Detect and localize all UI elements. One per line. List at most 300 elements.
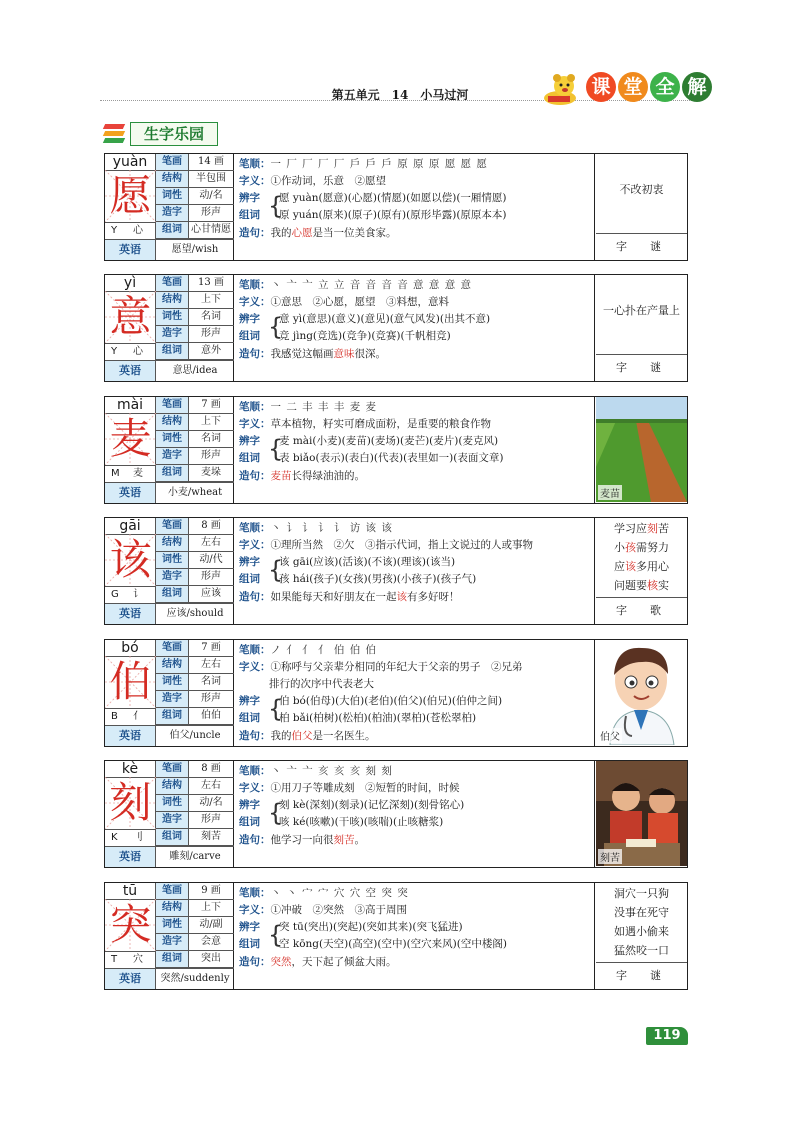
example-sentence [239, 225, 397, 242]
formation-row [156, 326, 234, 343]
part-of-speech-row [156, 795, 234, 812]
illustration [596, 640, 687, 745]
english-value: 伯父/uncle [169, 730, 221, 741]
char-grid [105, 413, 156, 465]
brace-icon: { [268, 921, 284, 949]
riddle-part: 实 [658, 579, 669, 592]
formation-label: 造字 [156, 569, 189, 585]
riddle-line [596, 576, 687, 595]
stripes-icon [104, 124, 130, 144]
example-word-label: 组词 [156, 829, 189, 845]
stroke-count-row [156, 518, 234, 535]
riddle-line: 洞穴一只狗 [614, 887, 669, 900]
stroke-order-value: 丶 丶 宀 宀 穴 穴 空 突 突 [270, 887, 409, 899]
formation-value: 形声 [201, 450, 221, 461]
group-label [239, 207, 260, 224]
sentence-post: 很深。 [354, 348, 386, 360]
page-number: 119 [646, 1027, 688, 1045]
riddle-line [596, 557, 687, 576]
hanzi: 愿 [109, 171, 152, 220]
char-attributes [156, 397, 234, 482]
riddle-part: 刻 [647, 522, 658, 535]
structure-label: 结构 [156, 414, 189, 430]
radical: 刂 [133, 832, 143, 843]
char-grid [105, 291, 156, 343]
stroke-order [239, 520, 393, 537]
stroke-count-label: 笔画 [156, 883, 189, 899]
example-sentence [239, 468, 365, 485]
radical-row [105, 951, 156, 968]
riddle-line: 如遇小偷来 [614, 925, 669, 938]
part-of-speech-value: 动/代 [199, 554, 223, 565]
stroke-count-row [156, 275, 234, 292]
example-word-value: 刻苦 [201, 831, 221, 842]
group-label-text: 组词 [239, 712, 260, 724]
radical-row [105, 465, 156, 482]
char-details [235, 518, 595, 624]
bear-icon [540, 72, 584, 106]
character-card [104, 153, 688, 261]
sentence-pre: 如果能每天和好朋友在一起 [270, 591, 397, 603]
sentence-post: 是一名医生。 [312, 730, 376, 742]
formation-row [156, 448, 234, 465]
riddle-line [596, 519, 687, 538]
part-of-speech-row [156, 552, 234, 569]
meaning-label: 字义： [239, 296, 271, 308]
char-info [105, 761, 234, 867]
structure-row [156, 900, 234, 917]
meaning-value: ①冲破 ②突然 ③高于周围 [270, 904, 407, 916]
group-label-text: 组词 [239, 209, 260, 221]
riddle [596, 301, 687, 320]
group-label [239, 710, 260, 727]
sentence-pre: 他学习一向很 [270, 834, 334, 846]
radical: 麦 [133, 468, 143, 479]
pinyin: yì [105, 275, 156, 292]
character-card [104, 396, 688, 504]
stroke-count-label: 笔画 [156, 761, 189, 777]
stroke-order [239, 277, 472, 294]
hanzi: 突 [109, 900, 152, 949]
structure-row [156, 171, 234, 188]
riddle-part: 应 [614, 560, 625, 573]
stroke-count-value: 9 画 [201, 885, 221, 896]
sentence-label: 造句： [239, 470, 271, 482]
english-value: 意思/idea [172, 365, 218, 376]
structure-label: 结构 [156, 292, 189, 308]
sentence-post: 长得绿油油的。 [291, 470, 365, 482]
sentence-label: 造句： [239, 730, 271, 742]
compare-word-2: 空 kōng(天空)(高空)(空中)(空穴来风)(空中楼阁) [279, 938, 507, 950]
extra-panel [596, 154, 687, 260]
structure-label: 结构 [156, 171, 189, 187]
radical: 亻 [133, 711, 143, 722]
meaning [239, 537, 533, 554]
char-attributes [156, 518, 234, 603]
english-label: 英语 [105, 483, 156, 503]
part-of-speech-label: 词性 [156, 674, 189, 690]
example-sentence [239, 832, 365, 849]
pinyin: kè [105, 761, 156, 778]
radical-row [105, 343, 156, 360]
english-label: 英语 [105, 969, 156, 989]
riddle-part: 该 [625, 560, 636, 573]
illustration [596, 761, 687, 866]
formation-row [156, 205, 234, 222]
example-sentence [239, 954, 397, 971]
stroke-count-value: 7 画 [201, 399, 221, 410]
hanzi: 刻 [109, 778, 152, 827]
structure-label: 结构 [156, 657, 189, 673]
structure-row [156, 292, 234, 309]
structure-row [156, 778, 234, 795]
char-details [235, 761, 595, 867]
structure-row [156, 414, 234, 431]
riddle-part: 多用心 [636, 560, 669, 573]
compare-word-2: 孩 hái(孩子)(女孩)(男孩)(小孩子)(孩子气) [279, 573, 477, 585]
english-value: 突然/suddenly [160, 973, 230, 984]
riddle-line: 猛然咬一口 [614, 944, 669, 957]
stroke-order-value: 一 厂 厂 厂 厂 戶 戶 戶 原 原 原 愿 愿 愿 [270, 158, 488, 170]
riddle-line: 不改初衷 [619, 183, 664, 196]
structure-value: 左右 [201, 537, 221, 548]
sentence-highlight: 麦苗 [270, 470, 292, 482]
radical-letter: Y [111, 346, 118, 357]
compare-label-text: 辨字 [239, 695, 260, 707]
group-label [239, 936, 260, 953]
stroke-count-row [156, 640, 234, 657]
compare-word-2: 柏 bǎi(柏树)(松柏)(柏油)(翠柏)(苍松翠柏) [279, 712, 477, 724]
part-of-speech-value: 名词 [201, 311, 221, 322]
formation-value: 形声 [201, 693, 221, 704]
radical-letter: M [111, 468, 120, 479]
character-card [104, 760, 688, 868]
brand-char-2: 堂 [618, 72, 648, 102]
stroke-order-label: 笔顺： [239, 158, 271, 170]
stroke-count-label: 笔画 [156, 518, 189, 534]
formation-row [156, 569, 234, 586]
part-of-speech-value: 名词 [201, 676, 221, 687]
char-info [105, 640, 234, 746]
character-card [104, 882, 688, 990]
compare-word-2: 表 biǎo(表示)(表白)(代表)(表里如一)(表面文章) [279, 452, 504, 464]
example-word-value: 心甘情愿 [191, 224, 231, 235]
meaning-value: ①作动词，乐意 ②愿望 [270, 175, 386, 187]
sentence-highlight: 伯父 [291, 730, 313, 742]
riddle [596, 884, 687, 960]
meaning-label: 字义： [239, 904, 271, 916]
english-value: 应该/should [166, 608, 224, 619]
example-word-label: 组词 [156, 586, 189, 602]
compare-word-1: 意 yì(意思)(意义)(意见)(意气风发)(出其不意) [279, 313, 491, 325]
english-label: 英语 [105, 361, 156, 381]
pinyin: tū [105, 883, 156, 900]
stroke-count-label: 笔画 [156, 275, 189, 291]
part-of-speech-row [156, 188, 234, 205]
riddle-part: 核 [647, 579, 658, 592]
char-grid [105, 656, 156, 708]
stroke-count-row [156, 761, 234, 778]
brace-icon: { [268, 435, 284, 463]
radical-row [105, 222, 156, 239]
char-details [235, 154, 595, 260]
part-of-speech-label: 词性 [156, 917, 189, 933]
meaning [239, 659, 523, 676]
brace-icon: { [268, 556, 284, 584]
brace-icon: { [268, 695, 284, 723]
meaning-label: 字义： [239, 782, 271, 794]
sentence-post: 是当一位美食家。 [312, 227, 397, 239]
example-word-row [156, 465, 234, 482]
riddle-type: 字 歌 [596, 597, 687, 624]
extra-panel [596, 397, 687, 503]
stroke-order-value: 一 二 丰 丰 丰 麦 麦 [270, 401, 378, 413]
meaning [239, 294, 449, 311]
group-label-text: 组词 [239, 938, 260, 950]
radical-letter: T [111, 954, 118, 965]
section-title-label: 生字乐园 [130, 122, 218, 146]
stroke-count-label: 笔画 [156, 154, 189, 170]
sentence-post: ，天下起了倾盆大雨。 [291, 956, 397, 968]
formation-value: 会意 [201, 936, 221, 947]
stroke-count-value: 8 画 [201, 520, 221, 531]
english-row [105, 725, 234, 746]
riddle-part: 苦 [658, 522, 669, 535]
english-row [105, 482, 234, 503]
char-details [235, 883, 595, 989]
structure-row [156, 657, 234, 674]
structure-value: 左右 [201, 780, 221, 791]
structure-label: 结构 [156, 535, 189, 551]
compare-label [239, 190, 260, 207]
meaning [239, 902, 407, 919]
formation-label: 造字 [156, 448, 189, 464]
formation-label: 造字 [156, 812, 189, 828]
image-caption: 刻苦 [598, 849, 622, 864]
compare-word-1: 该 gāi(应该)(活该)(不该)(理该)(该当) [279, 556, 456, 568]
brace-icon: { [268, 192, 284, 220]
stroke-count-row [156, 154, 234, 171]
radical-letter: Y [111, 225, 118, 236]
formation-label: 造字 [156, 205, 189, 221]
formation-value: 形声 [201, 207, 221, 218]
riddle-type: 字 谜 [596, 962, 687, 989]
hanzi: 意 [109, 292, 152, 341]
char-info [105, 397, 234, 503]
stroke-order-label: 笔顺： [239, 644, 271, 656]
english-label: 英语 [105, 240, 156, 260]
riddle-line: 没事在死守 [614, 906, 669, 919]
radical-row [105, 708, 156, 725]
compare-label [239, 311, 260, 328]
compare-label [239, 797, 260, 814]
english-label: 英语 [105, 847, 156, 867]
structure-value: 上下 [201, 902, 221, 913]
sentence-pre: 我的 [270, 730, 292, 742]
compare-label [239, 693, 260, 710]
radical: 心 [133, 225, 143, 236]
compare-label [239, 554, 260, 571]
stroke-order [239, 763, 393, 780]
stroke-order-value: 丶 亠 亠 亥 亥 亥 刻 刻 [270, 765, 393, 777]
english-row [105, 239, 234, 260]
sentence-pre: 我的 [270, 227, 292, 239]
meaning-label: 字义： [239, 175, 271, 187]
riddle-line: 一心扑在产量上 [603, 304, 680, 317]
example-word-row [156, 343, 234, 360]
char-grid [105, 899, 156, 951]
sentence-post: 有多好呀！ [407, 591, 460, 603]
brand-char-4: 解 [682, 72, 712, 102]
english-row [105, 846, 234, 867]
sentence-highlight: 意味 [333, 348, 355, 360]
pinyin: yuàn [105, 154, 156, 171]
stroke-count-label: 笔画 [156, 397, 189, 413]
char-attributes [156, 640, 234, 725]
char-details [235, 275, 595, 381]
brand-char-3: 全 [650, 72, 680, 102]
compare-word-1: 愿 yuàn(愿意)(心愿)(情愿)(如愿以偿)(一厢情愿) [279, 192, 507, 204]
example-word-value: 麦垛 [201, 467, 221, 478]
stroke-count-value: 13 画 [198, 277, 224, 288]
meaning [239, 173, 386, 190]
stroke-order-label: 笔顺： [239, 765, 271, 777]
radical: 讠 [133, 589, 143, 600]
example-word-label: 组词 [156, 343, 189, 359]
compare-word-2: 原 yuán(原来)(原子)(原有)(原形毕露)(原原本本) [279, 209, 507, 221]
meaning-value: ①用刀子等雕成刻 ②短暂的时间，时候 [270, 782, 460, 794]
example-word-value: 突出 [201, 953, 221, 964]
compare-label [239, 433, 260, 450]
part-of-speech-value: 动/名 [199, 797, 223, 808]
compare-word-2: 竞 jìng(竞选)(竞争)(竞赛)(千帆相竞) [279, 330, 451, 342]
example-sentence [239, 346, 386, 363]
meaning-label: 字义： [239, 418, 271, 430]
example-word-value: 意外 [201, 345, 221, 356]
riddle-line [596, 538, 687, 557]
sentence-post: 。 [354, 834, 365, 846]
structure-row [156, 535, 234, 552]
group-label-text: 组词 [239, 816, 260, 828]
english-value: 小麦/wheat [167, 487, 223, 498]
radical-letter: B [111, 711, 118, 722]
riddle-part: 学习应 [614, 522, 647, 535]
meaning-value: ①理所当然 ②欠 ③指示代词，指上文说过的人或事物 [270, 539, 533, 551]
english-label: 英语 [105, 726, 156, 746]
formation-row [156, 934, 234, 951]
part-of-speech-row [156, 309, 234, 326]
example-word-row [156, 222, 234, 239]
stroke-order-label: 笔顺： [239, 887, 271, 899]
stroke-order-label: 笔顺： [239, 279, 271, 291]
stroke-order-value: 丶 亠 亠 立 立 音 音 音 音 意 意 意 意 [270, 279, 473, 291]
char-grid [105, 534, 156, 586]
example-word-row [156, 586, 234, 603]
stroke-order [239, 399, 377, 416]
brand-char-1: 课 [586, 72, 616, 102]
character-card [104, 639, 688, 747]
sentence-label: 造句： [239, 348, 271, 360]
part-of-speech-label: 词性 [156, 431, 189, 447]
formation-label: 造字 [156, 934, 189, 950]
char-attributes [156, 761, 234, 846]
char-details [235, 397, 595, 503]
sentence-label: 造句： [239, 956, 271, 968]
hanzi: 麦 [109, 414, 152, 463]
sentence-highlight: 刻苦 [333, 834, 355, 846]
formation-label: 造字 [156, 691, 189, 707]
riddle-part: 小 [614, 541, 625, 554]
structure-value: 左右 [201, 659, 221, 670]
formation-value: 形声 [201, 571, 221, 582]
character-card [104, 274, 688, 382]
stroke-count-value: 8 画 [201, 763, 221, 774]
sentence-pre: 我感觉这幅画 [270, 348, 334, 360]
image-caption: 伯父 [598, 728, 622, 743]
sentence-label: 造句： [239, 591, 271, 603]
group-label-text: 组词 [239, 330, 260, 342]
compare-word-1: 突 tū(突出)(突起)(突如其来)(突飞猛进) [279, 921, 463, 933]
english-row [105, 603, 234, 624]
char-details [235, 640, 595, 746]
char-info [105, 518, 234, 624]
stroke-order-value: 丶 讠 讠 讠 讠 访 该 该 [270, 522, 393, 534]
meaning-value: ①称呼与父亲辈分相同的年纪大于父亲的男子 ②兄弟 [270, 661, 523, 673]
stroke-order-label: 笔顺： [239, 401, 271, 413]
character-card [104, 517, 688, 625]
compare-label-text: 辨字 [239, 313, 260, 325]
stroke-order [239, 885, 409, 902]
structure-label: 结构 [156, 900, 189, 916]
sentence-highlight: 该 [396, 591, 407, 603]
radical-row [105, 829, 156, 846]
image-caption: 麦苗 [598, 485, 622, 500]
riddle-part: 孩 [625, 541, 636, 554]
char-grid [105, 777, 156, 829]
stroke-order [239, 642, 377, 659]
group-label [239, 571, 260, 588]
example-word-label: 组词 [156, 708, 189, 724]
example-word-label: 组词 [156, 222, 189, 238]
char-attributes [156, 154, 234, 239]
extra-panel [596, 275, 687, 381]
group-label-text: 组词 [239, 573, 260, 585]
formation-row [156, 812, 234, 829]
radical: 穴 [133, 954, 143, 965]
part-of-speech-value: 名词 [201, 433, 221, 444]
hanzi: 该 [109, 535, 152, 584]
meaning [239, 780, 460, 797]
stroke-count-row [156, 397, 234, 414]
brace-icon: { [268, 313, 284, 341]
formation-value: 形声 [201, 328, 221, 339]
stroke-count-value: 14 画 [198, 156, 224, 167]
group-label [239, 814, 260, 831]
brace-icon: { [268, 799, 284, 827]
structure-value: 上下 [201, 294, 221, 305]
meaning-value: 草本植物，籽实可磨成面粉，是重要的粮食作物 [270, 418, 491, 430]
compare-word-1: 麦 mài(小麦)(麦苗)(麦场)(麦芒)(麦片)(麦克风) [279, 435, 499, 447]
formation-row [156, 691, 234, 708]
riddle [596, 180, 687, 199]
group-label-text: 组词 [239, 452, 260, 464]
english-row [105, 360, 234, 381]
example-word-label: 组词 [156, 951, 189, 967]
english-label: 英语 [105, 604, 156, 624]
compare-label-text: 辨字 [239, 799, 260, 811]
pinyin: mài [105, 397, 156, 414]
stroke-count-label: 笔画 [156, 640, 189, 656]
